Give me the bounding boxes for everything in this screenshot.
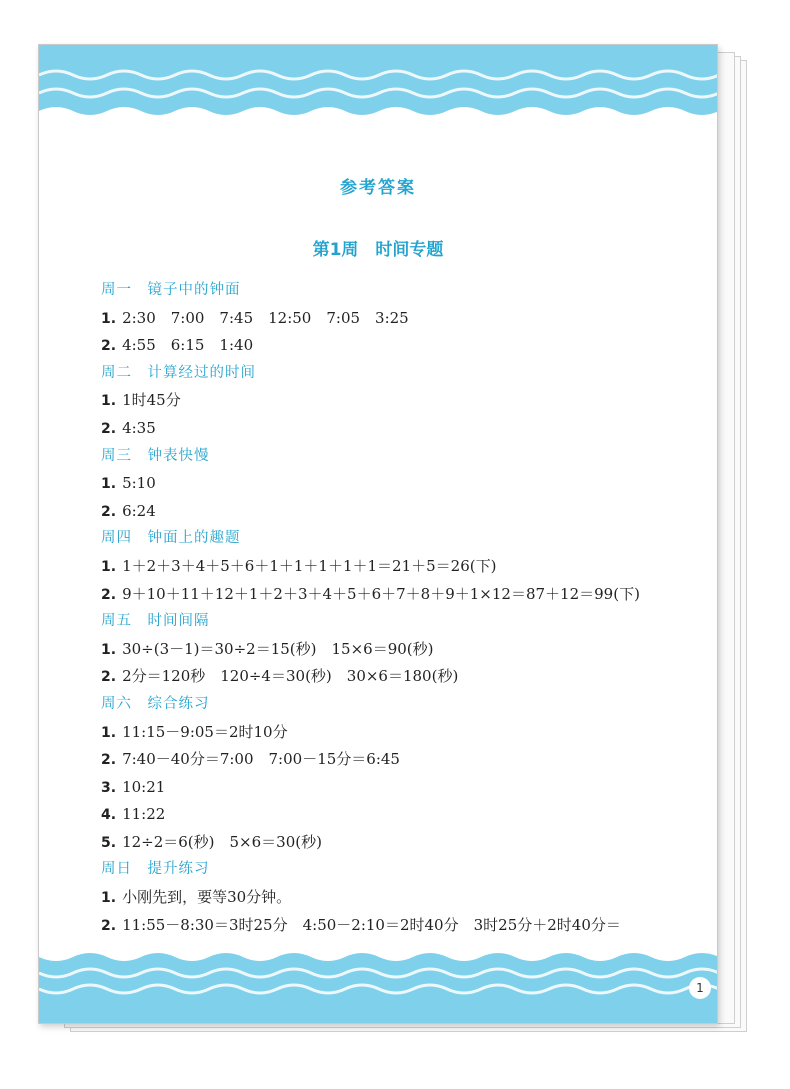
- item-number: 1.: [101, 393, 117, 410]
- answer-line: [101, 470, 701, 498]
- item-number: 2.: [101, 503, 117, 520]
- answer-text: 30÷(3－1)＝30÷2＝15(秒) 15×6＝90(秒): [122, 639, 434, 658]
- section-heading: [101, 277, 701, 305]
- answer-line: [101, 663, 701, 691]
- heading-text: 周四 钟面上的趣题: [101, 530, 241, 547]
- heading-text: 周一 镜子中的钟面: [101, 282, 241, 298]
- item-number: 4.: [101, 807, 117, 824]
- section-heading: [101, 691, 701, 719]
- answer-text: 6:24: [122, 501, 156, 520]
- answer-line: [101, 305, 701, 333]
- item-number: 1.: [101, 724, 117, 741]
- heading-text: 周三 钟表快慢: [101, 447, 210, 464]
- answer-text: 11:15－9:05＝2时10分: [122, 722, 288, 741]
- heading-text: 周六 综合练习: [101, 695, 210, 712]
- item-number: 2.: [101, 669, 117, 686]
- section-heading: [101, 360, 701, 388]
- answer-text: 2:30 7:00 7:45 12:50 7:05 3:25: [122, 308, 409, 327]
- answer-list: [101, 277, 701, 939]
- page-title: 参考答案: [340, 178, 416, 198]
- answer-line: [101, 553, 701, 581]
- answer-text: 1＋2＋3＋4＋5＋6＋1＋1＋1＋1＋1＝21＋5＝26(下): [122, 556, 497, 575]
- heading-text: 周五 时间间隔: [101, 613, 210, 630]
- answer-text: 11:55－8:30＝3时25分 4:50－2:10＝2时40分 3时25分＋2时40分＝: [122, 915, 621, 934]
- answer-text: 11:22: [122, 805, 166, 824]
- answer-line: [101, 829, 701, 857]
- answer-text: 小刚先到，要等30分钟。: [122, 888, 292, 907]
- item-number: 2.: [101, 917, 117, 934]
- answer-line: [101, 801, 701, 829]
- section-title: 第1周 时间专题: [312, 240, 444, 260]
- answer-text: 9＋10＋11＋12＋1＋2＋3＋4＋5＋6＋7＋8＋9＋1×12＝87＋12＝99(下): [122, 584, 640, 603]
- answer-line: [101, 884, 701, 912]
- bottom-wave-band: [39, 943, 717, 1023]
- page-number: 1: [689, 977, 711, 999]
- answer-text: 4:55 6:15 1:40: [122, 336, 254, 355]
- item-number: 5.: [101, 834, 117, 851]
- answer-text: 12÷2＝6(秒) 5×6＝30(秒): [122, 832, 322, 851]
- section-heading: [101, 856, 701, 884]
- answer-text: 1时45分: [122, 391, 181, 410]
- section-heading: [101, 525, 701, 553]
- heading-text: 周二 计算经过的时间: [101, 364, 256, 381]
- heading-text: 周日 提升练习: [101, 861, 210, 878]
- section-heading: [101, 608, 701, 636]
- item-number: 3.: [101, 779, 117, 796]
- answer-text: 10:21: [122, 777, 166, 796]
- item-number: 2.: [101, 586, 117, 603]
- answer-line: [101, 498, 701, 526]
- item-number: 1.: [101, 476, 117, 493]
- answer-line: [101, 719, 701, 747]
- answer-text: 7:40－40分＝7:00 7:00－15分＝6:45: [122, 750, 400, 769]
- item-number: 2.: [101, 420, 117, 437]
- item-number: 1.: [101, 890, 117, 907]
- answer-line: [101, 581, 701, 609]
- answer-line: [101, 912, 701, 940]
- answer-line: [101, 415, 701, 443]
- answer-text: 2分＝120秒 120÷4＝30(秒) 30×6＝180(秒): [122, 667, 459, 686]
- item-number: 1.: [101, 641, 117, 658]
- section-heading: [101, 443, 701, 471]
- answer-line: [101, 332, 701, 360]
- top-wave-band: [39, 45, 717, 133]
- answer-text: 4:35: [122, 418, 156, 437]
- item-number: 2.: [101, 338, 117, 355]
- item-number: 1.: [101, 310, 117, 327]
- answer-line: [101, 746, 701, 774]
- answer-text: 5:10: [122, 474, 156, 493]
- answer-line: [101, 774, 701, 802]
- item-number: 2.: [101, 752, 117, 769]
- book-page: [38, 44, 718, 1024]
- answer-line: [101, 636, 701, 664]
- item-number: 1.: [101, 558, 117, 575]
- answer-line: [101, 387, 701, 415]
